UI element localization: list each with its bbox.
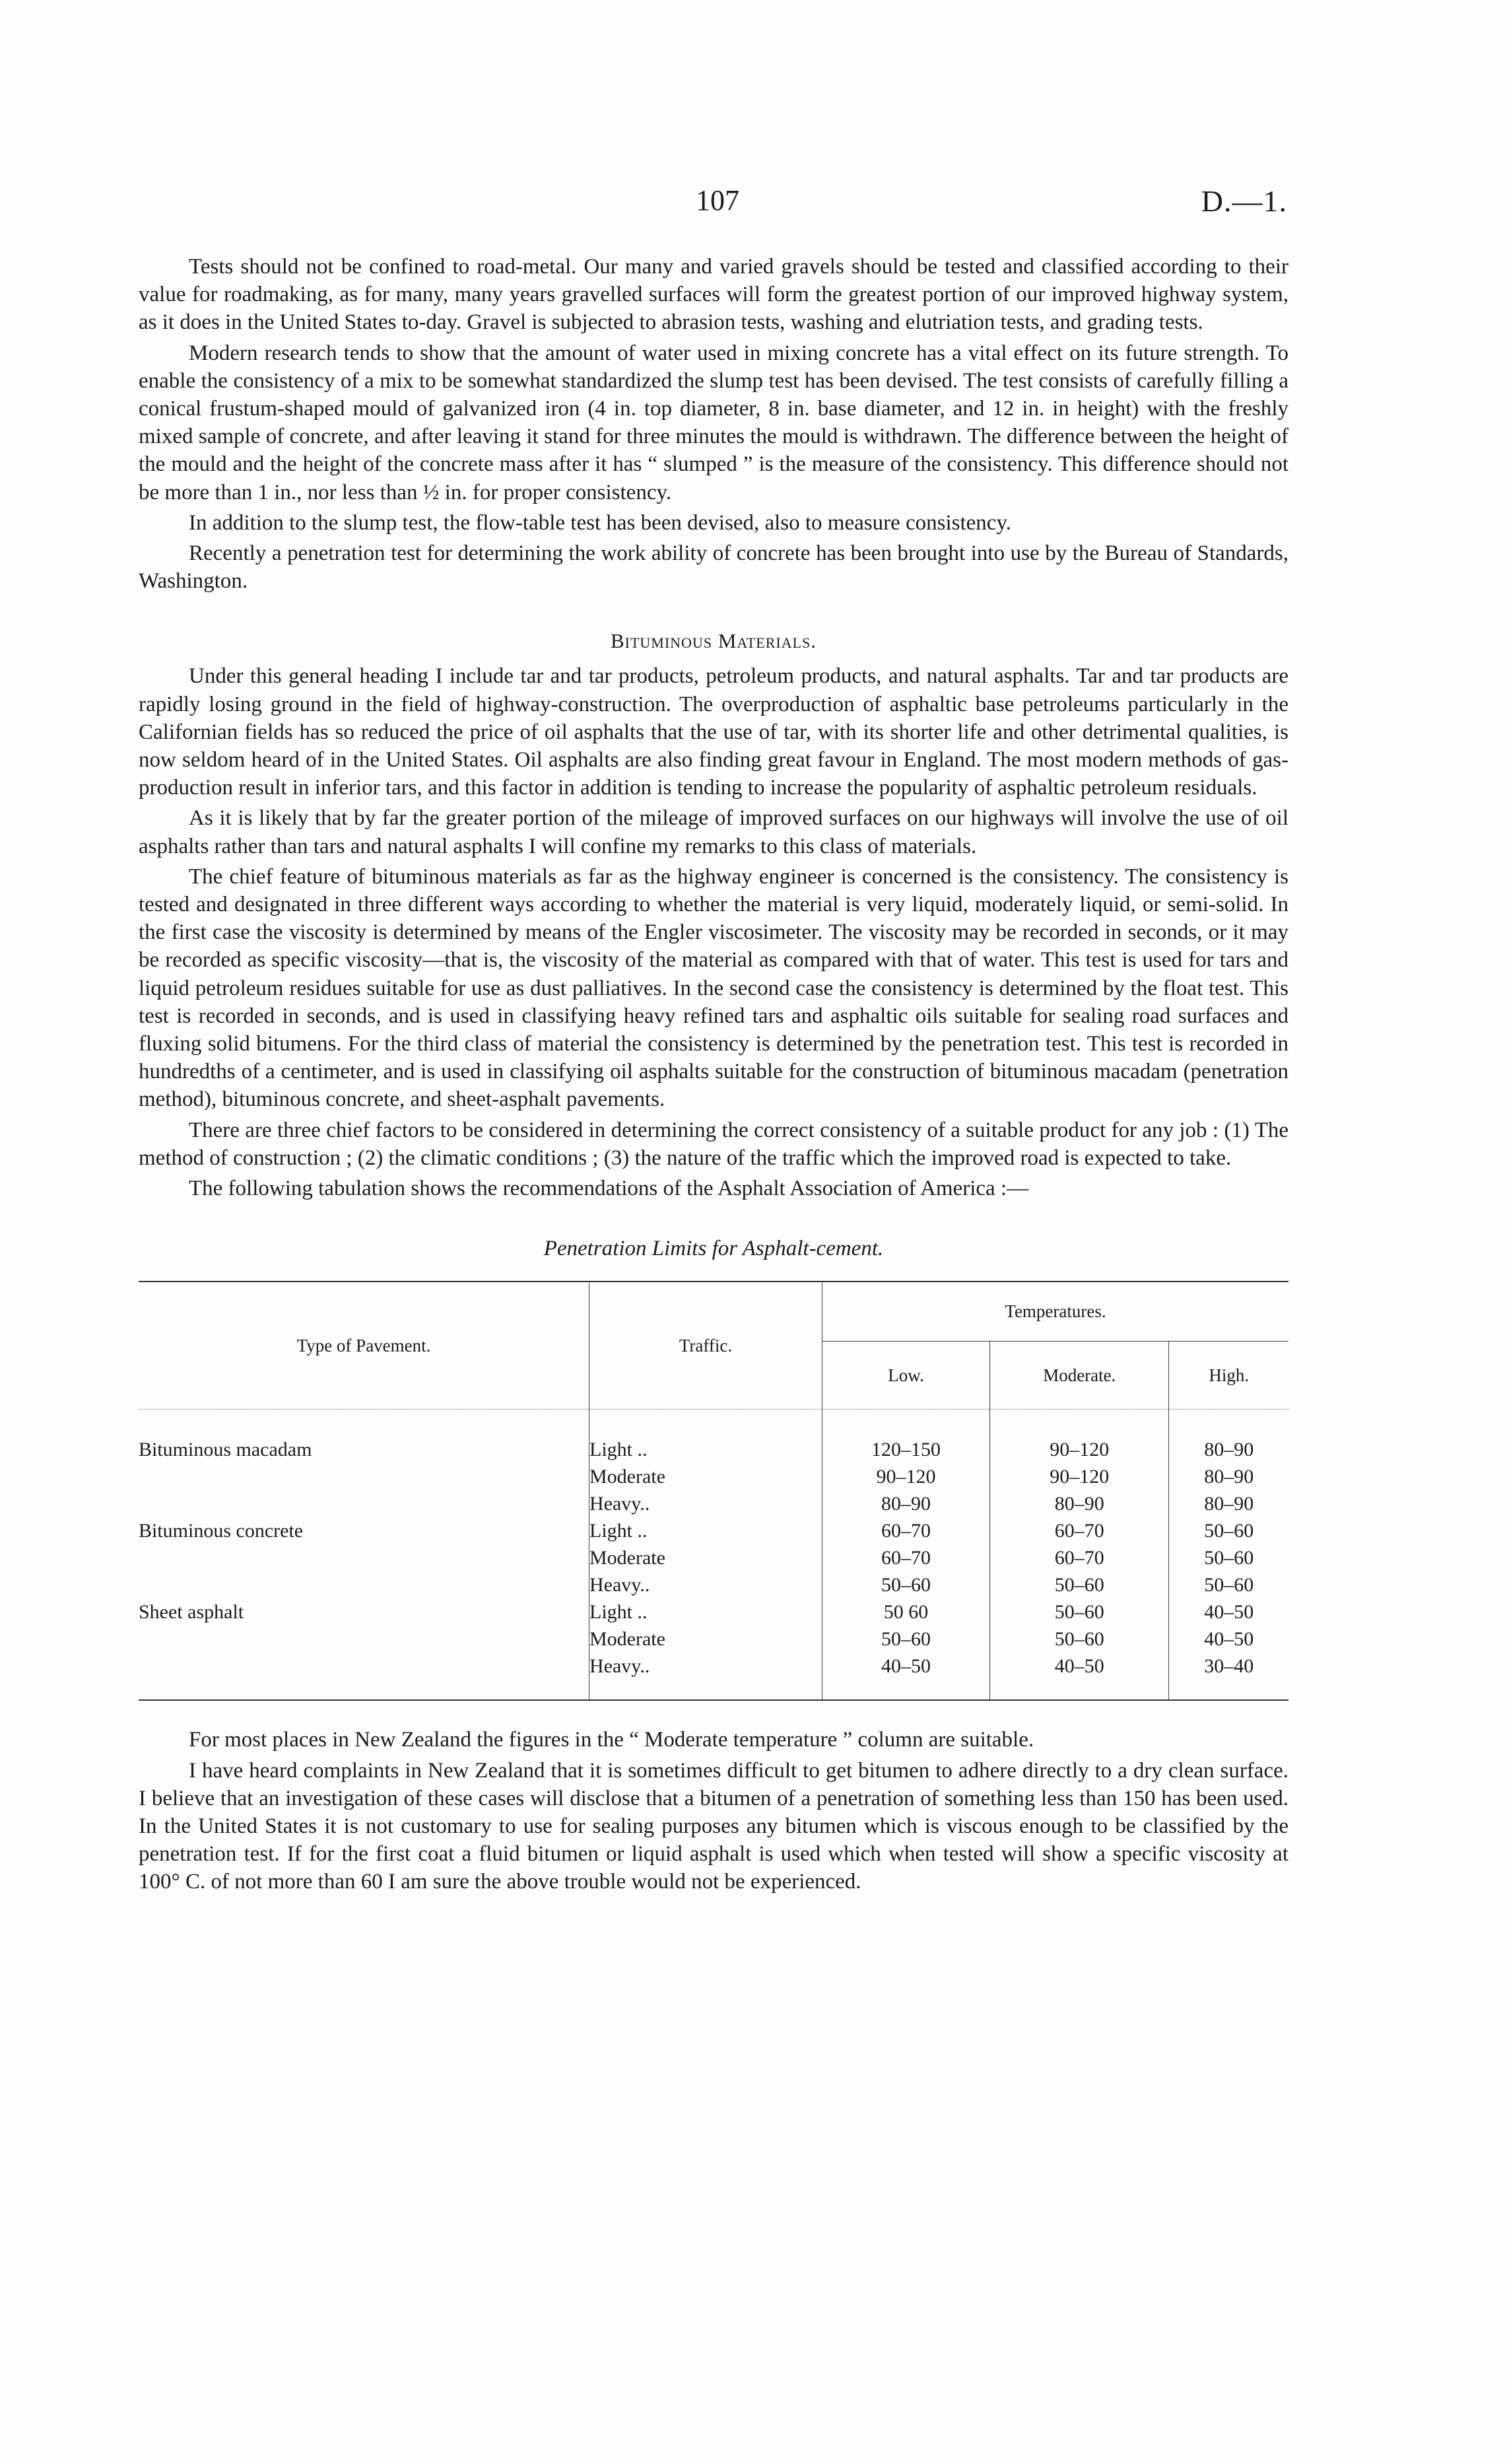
paragraph-slump-test: Modern research tends to show that the amount of water used in mixing concrete has a vital effect on its future strength. To enable the consistency of a mix to be somewhat standardized the slump test has been devised. The test consists of carefully filling a conical frustum-shaped mould of galvanized iron (4 in. top diameter, 8 in. base diameter, and 12 in. in height) with the freshly mixed sample of concrete, and after leaving it stand for three minutes the mould is withdrawn. The difference between the height of the mould and the height of the concrete mass after it has “ slumped ” is the measure of the consistency. This difference should not be more than 1 in., nor less than ½ in. for proper consistency.: [139, 341, 1288, 504]
low-cell: 50–60: [822, 1571, 990, 1598]
table-row: [139, 1653, 1288, 1700]
pavement-type-cell: [139, 1571, 589, 1598]
penetration-table: [139, 1281, 1288, 1701]
table-row: [139, 1598, 1288, 1626]
moderate-cell: 90–120: [990, 1410, 1169, 1463]
low-cell: 90–120: [822, 1463, 990, 1490]
pavement-type-cell: [139, 1544, 589, 1571]
pavement-type-cell: [139, 1626, 589, 1653]
high-cell: 30–40: [1204, 1655, 1254, 1678]
header-temperatures: Temperatures.: [822, 1282, 1289, 1341]
traffic-cell: Light ..: [589, 1517, 822, 1544]
document-reference: D.—1.: [1201, 184, 1287, 218]
high-cell: 80–90: [1204, 1493, 1254, 1515]
high-cell: 50–60: [1204, 1520, 1254, 1542]
paragraph-flow-table: In addition to the slump test, the flow-table test has been devised, also to measure consistency.: [189, 510, 1012, 535]
moderate-cell: 50–60: [990, 1626, 1169, 1653]
high-cell: 50–60: [1204, 1574, 1254, 1596]
pavement-type-cell: Bituminous concrete: [139, 1517, 589, 1544]
low-cell: 80–90: [822, 1490, 990, 1517]
high-cell: 40–50: [1204, 1601, 1254, 1624]
paragraph-consistency: The chief feature of bituminous materials as far as the highway engineer is concerned is the consistency. The consistency is tested and designated in three different ways according to whether the material is very liquid, moderately liquid, or semi-solid. In the first case the viscosity is determined by means of the Engler viscosimeter. The viscosity may be recorded in seconds, or it may be recorded as specific viscosity—that is, the viscosity of the material as compared with that of water. This test is used for tars and liquid petroleum residues suitable for use as dust palliatives. In the second case the consistency is determined by the float test. This test is recorded in seconds, and is used in classifying heavy refined tars and asphaltic oils suitable for sealing road surfaces and fluxing solid bitumens. For the third class of material the consistency is determined by the penetration test. This test is recorded in hundredths of a centimeter, and is used in classifying oil asphalts suitable for the construction of bituminous macadam (penetration method), bituminous concrete, and sheet-asphalt pavements.: [139, 864, 1288, 1112]
moderate-cell: 60–70: [990, 1517, 1169, 1544]
paragraph-road-metal: Tests should not be confined to road-metal. Our many and varied gravels should be tested and classified according to their value for roadmaking, as for many, many years gravelled surfaces will form the greatest portion of our improved highway system, as it does in the United States to-day. Gravel is subjected to abrasion tests, washing and elutriation tests, and grading tests.: [139, 255, 1288, 335]
low-cell: 40–50: [822, 1653, 990, 1700]
after-table-section: [139, 1726, 1288, 1896]
paragraph-bituminous-intro: Under this general heading I include tar and tar products, petroleum products, and natural asphalts. Tar and tar products are rapidly losing ground in the field of highway-construction. The overproduction of asphaltic base petroleums particularly in the Californian fields has so reduced the price of oil asphalts that the use of tar, with its shorter life and other detrimental qualities, is now seldom heard of in the United States. Oil asphalts are also finding great favour in England. The most modern methods of gas-production result in inferior tars, and this factor in addition is tending to increase the popularity of asphaltic petroleum residuals.: [139, 664, 1288, 800]
traffic-cell: Heavy..: [589, 1571, 822, 1598]
high-cell: 80–90: [1204, 1439, 1254, 1461]
traffic-cell: Light ..: [589, 1410, 822, 1463]
low-cell: 60–70: [822, 1544, 990, 1571]
pavement-type-cell: [139, 1463, 589, 1490]
low-cell: 50–60: [822, 1626, 990, 1653]
table-row: [139, 1490, 1288, 1517]
high-cell: 40–50: [1204, 1628, 1254, 1651]
paragraph-chief-factors: There are three chief factors to be considered in determining the correct consistency of a suitable product for any job : (1) The method of construction ; (2) the climatic conditions ; (3) the nature of the traffic which the improved road is expected to take.: [139, 1118, 1288, 1170]
moderate-cell: 50–60: [990, 1571, 1169, 1598]
table-row: [139, 1544, 1288, 1571]
paragraph-complaints: I have heard complaints in New Zealand that it is sometimes difficult to get bitumen to adhere directly to a dry clean surface. I believe that an investigation of these cases will disclose that a bitumen of a penetration of something less than 150 has been used. In the United States it is not customary to use for sealing purposes any bitumen which is viscous enough to be classified by the penetration test. If for the first coat a fluid bitumen or liquid asphalt is used which when tested will show a specific viscosity at 100° C. of not more than 60 I am sure the above trouble would not be experienced.: [139, 1758, 1288, 1894]
traffic-cell: Heavy..: [589, 1653, 822, 1700]
traffic-cell: Moderate: [589, 1463, 822, 1490]
table-row: [139, 1463, 1288, 1490]
low-cell: 120–150: [822, 1410, 990, 1463]
pavement-type-cell: [139, 1653, 589, 1700]
table-row: [139, 1626, 1288, 1653]
page-header: [0, 184, 1505, 223]
high-cell: 80–90: [1204, 1466, 1254, 1488]
paragraph-oil-asphalts: As it is likely that by far the greater portion of the mileage of improved surfaces on our highways will involve the use of oil asphalts rather than tars and natural asphalts I will confine my remarks to this class of materials.: [139, 806, 1288, 858]
table-row: [139, 1410, 1288, 1463]
page-body: [139, 253, 1288, 1899]
table-title: Penetration Limits for Asphalt-cement.: [543, 1237, 884, 1261]
pavement-type-cell: Sheet asphalt: [139, 1598, 589, 1626]
table-row: [139, 1517, 1288, 1544]
low-cell: 60–70: [822, 1517, 990, 1544]
low-cell: 50 60: [822, 1598, 990, 1626]
pavement-type-cell: Bituminous macadam: [139, 1410, 589, 1463]
paragraph-tabulation-intro: The following tabulation shows the recommendations of the Asphalt Association of America :—: [189, 1177, 1029, 1201]
header-low: Low.: [822, 1341, 990, 1410]
traffic-cell: Heavy..: [589, 1490, 822, 1517]
high-cell: 50–60: [1204, 1547, 1254, 1569]
paragraph-penetration-concrete: Recently a penetration test for determining the work ability of concrete has been brought into use by the Bureau of Standards, Washington.: [139, 541, 1288, 594]
pavement-type-cell: [139, 1490, 589, 1517]
moderate-cell: 50–60: [990, 1598, 1169, 1626]
header-high: High.: [1209, 1365, 1250, 1385]
moderate-cell: 90–120: [990, 1463, 1169, 1490]
section-heading: Bituminous Materials.: [610, 629, 817, 653]
page-number: 107: [696, 184, 739, 217]
moderate-cell: 60–70: [990, 1544, 1169, 1571]
header-moderate: Moderate.: [990, 1341, 1169, 1410]
paragraph-moderate-column: For most places in New Zealand the figures in the “ Moderate temperature ” column are suitable.: [189, 1728, 1034, 1752]
moderate-cell: 80–90: [990, 1490, 1169, 1517]
header-type-of-pavement: Type of Pavement.: [139, 1282, 589, 1410]
table-row: [139, 1571, 1288, 1598]
header-traffic: Traffic.: [589, 1282, 822, 1410]
moderate-cell: 40–50: [990, 1653, 1169, 1700]
traffic-cell: Moderate: [589, 1544, 822, 1571]
traffic-cell: Moderate: [589, 1626, 822, 1653]
traffic-cell: Light ..: [589, 1598, 822, 1626]
